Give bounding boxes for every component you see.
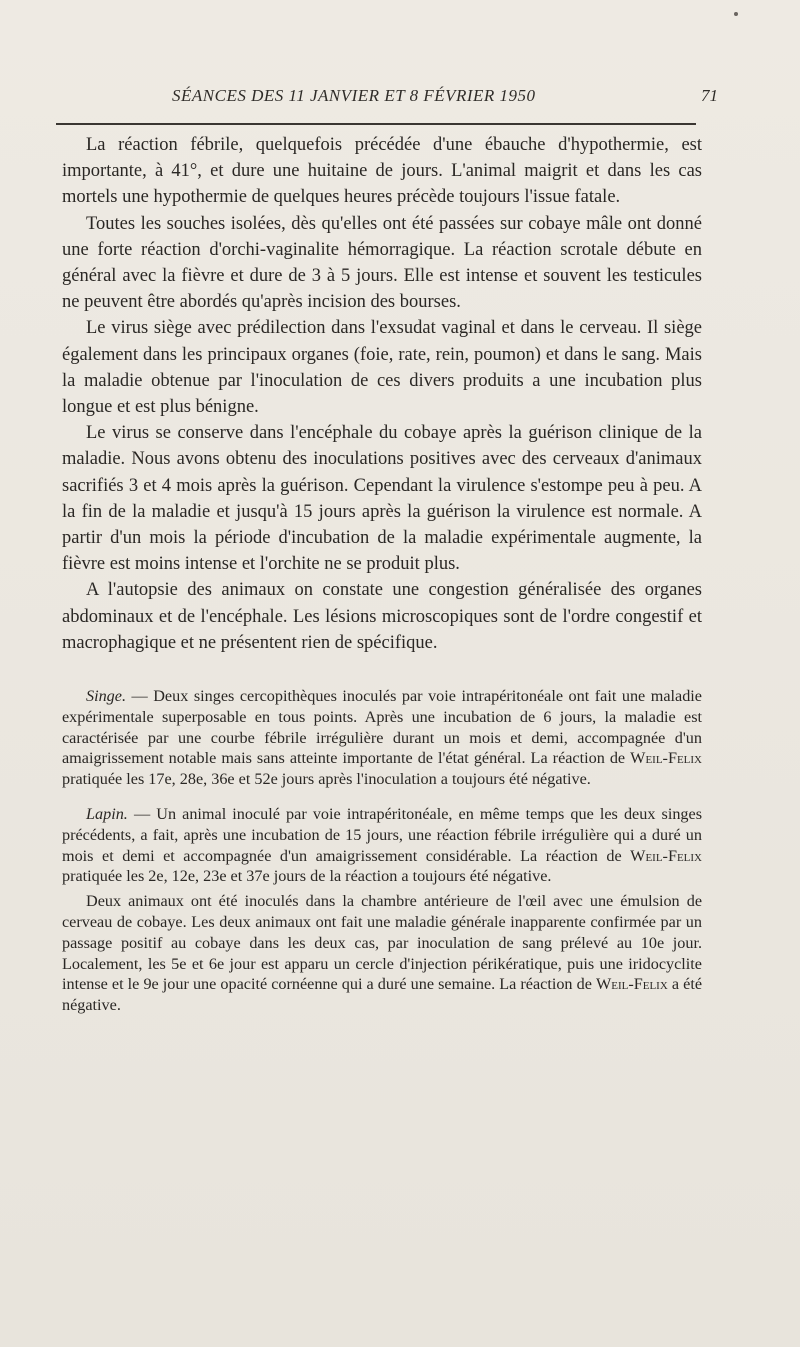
speck-mark — [734, 12, 738, 16]
paragraph-strains: Toutes les souches isolées, dès qu'elles ont été passées sur cobaye mâle ont donné une forte réaction d'orchi-vaginalite hémorragique. La réaction scrotale débute en général avec la fièvre et dure de 3 à 5 jours. Elle est intense et souvent les testicules ne peuvent être abordés qu'après incision des bourses. — [62, 213, 702, 313]
page-number: 71 — [701, 86, 718, 105]
main-text — [62, 132, 702, 656]
lapin-text-1: — Un animal inoculé par voie intrapéritonéale, en même temps que les deux singes précédents, a fait, après une incubation de 15 jours, une réaction fébrile irrégulière qui a duré un mois et demi et accompagnée d'un amaigrissement considérable. La réaction de — [62, 805, 702, 865]
lead-singe: Singe. — [86, 687, 127, 706]
lapin-text-2: pratiquée les 2e, 12e, 23e et 37e jours de la réaction a toujours été négative. — [62, 867, 552, 886]
running-head — [62, 86, 718, 112]
lead-lapin: Lapin. — [86, 805, 128, 824]
lapin-eye-text-1: Deux animaux ont été inoculés dans la chambre antérieure de l'œil avec une émulsion de cerveau de cobaye. Les deux animaux ont fait une maladie générale inapparente confirmée par un passage positif au cobaye dans les deux cas, par inoculation de sang prélevé au 10e jour. Localement, les 5e et 6e jour est apparu un cercle d'injection périkératique, puis une iridocyclite intense et le 9e jour une opacité cornéenne qui a duré une semaine. La réaction de — [62, 892, 702, 994]
lapin-eye-text-2: a été négative. — [62, 975, 702, 1015]
page-body — [62, 132, 702, 1016]
paragraph-lapin — [62, 804, 702, 887]
singe-text-1: — Deux singes cercopithèques inoculés par voie intrapéritonéale ont fait une maladie expérimentale superposable en tous points. Après une incubation de 6 jours, la maladie est caractérisée par une courbe fébrile irrégulière durant un mois et demi, accompagnée d'un amaigrissement notable mais sans atteinte importante de l'état général. La réaction de — [62, 687, 702, 768]
paragraph-fever: La réaction fébrile, quelquefois précédée d'une ébauche d'hypothermie, est importante, à 41°, et dure une huitaine de jours. L'animal maigrit et dans les cas mortels une hypothermie de quelques heures précède toujours l'issue fatale. — [62, 135, 702, 208]
running-head-title: SÉANCES DES 11 JANVIER ET 8 FÉVRIER 1950 — [172, 86, 536, 105]
lapin-eye-weil-felix: Weil-Felix — [595, 975, 668, 994]
singe-text-2: pratiquée les 17e, 28e, 36e et 52e jours après l'inoculation a toujours été négative. — [62, 770, 591, 789]
singe-weil-felix: Weil-Felix — [630, 749, 702, 768]
paragraph-virus-location: Le virus siège avec prédilection dans l'exsudat vaginal et dans le cerveau. Il siège également dans les principaux organes (foie, rate, rein, poumon) et dans le sang. Mais la maladie obtenue par l'inoculation de ces divers produits a une incubation plus longue et est plus bénigne. — [62, 318, 702, 418]
paragraph-lapin-eye — [62, 891, 702, 1016]
small-print-section — [62, 686, 702, 1016]
paragraph-autopsy: A l'autopsie des animaux on constate une congestion généralisée des organes abdominaux et de l'encéphale. Les lésions microscopiques sont de l'ordre congestif et macrophagique et ne présentent rien de spécifique. — [62, 580, 702, 653]
paragraph-singe — [62, 686, 702, 790]
paragraph-virus-persistence: Le virus se conserve dans l'encéphale du cobaye après la guérison clinique de la maladie. Nous avons obtenu des inoculations positives avec des cerveaux d'animaux sacrifiés 3 et 4 mois après la guérison. Cependant la virulence s'estompe peu à peu. A la fin de la maladie et jusqu'à 15 jours après la guérison la virulence est normale. A partir d'un mois la période d'incubation de la maladie expérimentale augmente, la fièvre est moins intense et l'orchite ne se produit plus. — [62, 423, 702, 575]
lapin-weil-felix: Weil-Felix — [630, 846, 702, 865]
header-rule — [56, 123, 696, 125]
